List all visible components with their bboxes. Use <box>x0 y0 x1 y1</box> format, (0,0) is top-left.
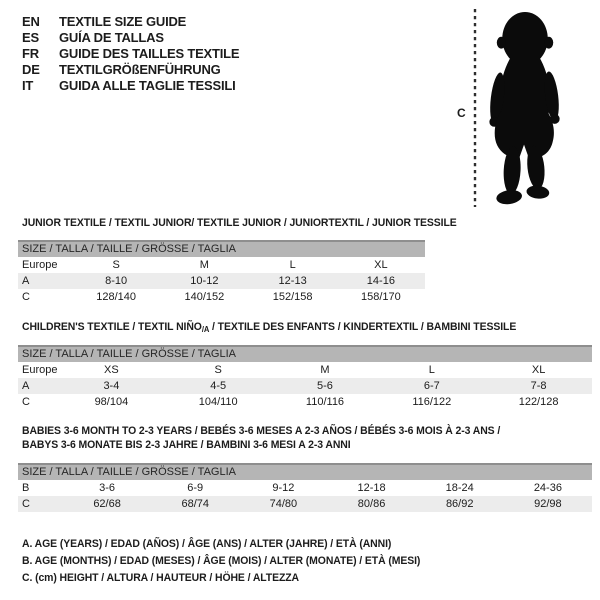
footnote-line: C. (cm) HEIGHT / ALTURA / HAUTEUR / HÖHE / ALTEZZA <box>22 572 300 584</box>
table-row <box>18 480 592 496</box>
row-label: C <box>22 498 30 510</box>
language-row <box>22 30 239 46</box>
size-cell: 110/116 <box>305 396 345 408</box>
size-cell: XL <box>374 259 388 271</box>
language-title-list <box>22 14 239 94</box>
size-cell: XL <box>531 364 546 376</box>
size-cell: 152/158 <box>272 291 313 303</box>
language-row <box>22 62 239 78</box>
size-cell: 74/80 <box>269 498 298 510</box>
size-cell: 86/92 <box>445 498 474 510</box>
language-code: ES <box>22 30 39 45</box>
language-code: EN <box>22 14 40 29</box>
junior-size-table <box>18 240 425 305</box>
language-title: TEXTILE SIZE GUIDE <box>59 14 187 29</box>
height-measure-label: C <box>457 106 466 120</box>
table-row <box>18 362 592 378</box>
language-code: DE <box>22 62 40 77</box>
language-title: TEXTILGRÖßENFÜHRUNG <box>59 62 221 77</box>
table-row <box>18 273 425 289</box>
size-cell: 10-12 <box>190 275 219 287</box>
size-table-header-junior: SIZE / TALLA / TAILLE / GRÖSSE / TAGLIA <box>18 240 425 257</box>
table-row <box>18 378 592 394</box>
size-cell: 12-13 <box>278 275 307 287</box>
section-heading-babies <box>22 424 500 452</box>
language-title: GUIDA ALLE TAGLIE TESSILI <box>59 78 236 93</box>
size-cell: 3-4 <box>103 380 120 392</box>
size-cell: 80/86 <box>357 498 386 510</box>
size-cell: 158/170 <box>360 291 401 303</box>
dashed-vertical-line-icon <box>472 8 478 208</box>
size-cell: 4-5 <box>210 380 227 392</box>
size-cell: L <box>289 259 296 271</box>
size-cell: 12-18 <box>357 482 386 494</box>
section-heading-children <box>22 320 516 337</box>
size-table-header-children: SIZE / TALLA / TAILLE / GRÖSSE / TAGLIA <box>18 345 592 362</box>
language-title: GUIDE DES TAILLES TEXTILE <box>59 46 240 61</box>
heading-line-2: BABYS 3-6 MONATE BIS 2-3 JAHRE / BAMBINI 3-6 MESI A 2-3 ANNI <box>22 439 351 451</box>
size-cell: 92/98 <box>534 498 562 510</box>
table-row <box>18 257 425 273</box>
row-label: C <box>22 291 30 303</box>
size-cell: 116/122 <box>412 396 452 408</box>
heading-line-1: BABIES 3-6 MONTH TO 2-3 YEARS / BEBÉS 3-6 MESES A 2-3 AÑOS / BÉBÉS 3-6 MOIS À 2-3 ANS / <box>22 425 501 437</box>
language-code: IT <box>22 78 34 93</box>
size-cell: 5-6 <box>317 380 333 392</box>
heading-subscript: /A <box>201 325 210 334</box>
table-row <box>18 289 425 305</box>
size-cell: 122/128 <box>518 396 559 408</box>
row-label: A <box>22 275 30 287</box>
size-cell: 98/104 <box>94 396 129 408</box>
row-label: B <box>22 482 30 494</box>
section-heading-junior: JUNIOR TEXTILE / TEXTIL JUNIOR/ TEXTILE JUNIOR / JUNIORTEXTIL / JUNIOR TESSILE <box>22 217 457 229</box>
heading-text: CHILDREN'S TEXTILE / TEXTIL NIÑO <box>22 321 202 333</box>
row-label: Europe <box>22 364 58 376</box>
babies-size-table <box>18 463 592 512</box>
size-cell: M <box>320 364 330 376</box>
size-cell: 104/110 <box>198 396 238 408</box>
size-cell: 68/74 <box>181 498 209 510</box>
size-cell: 62/68 <box>93 498 121 510</box>
size-cell: 3-6 <box>99 482 116 494</box>
row-label: C <box>22 396 30 408</box>
language-title: GUÍA DE TALLAS <box>59 30 164 45</box>
size-cell: M <box>199 259 209 271</box>
size-cell: 14-16 <box>366 275 395 287</box>
size-cell: 6-9 <box>187 482 204 494</box>
baby-silhouette-icon <box>481 9 571 207</box>
size-cell: 18-24 <box>445 482 474 494</box>
size-cell: 24-36 <box>533 482 562 494</box>
size-cell: 6-7 <box>423 380 440 392</box>
size-cell: S <box>112 259 120 271</box>
size-cell: XS <box>104 364 119 376</box>
row-label: A <box>22 380 30 392</box>
children-size-table <box>18 345 592 410</box>
footnote-list <box>22 536 441 587</box>
table-row <box>18 394 592 410</box>
size-cell: 128/140 <box>96 291 136 303</box>
heading-text: / TEXTILE DES ENFANTS / KINDERTEXTIL / BAMBINI TESSILE <box>209 321 517 333</box>
footnote-line: A. AGE (YEARS) / EDAD (AÑOS) / ÂGE (ANS) / ALTER (JAHRE) / ETÀ (ANNI) <box>22 538 392 550</box>
language-row <box>22 14 239 30</box>
size-cell: 9-12 <box>272 482 295 494</box>
size-table-header-babies: SIZE / TALLA / TAILLE / GRÖSSE / TAGLIA <box>18 463 592 480</box>
footnote-line: B. AGE (MONTHS) / EDAD (MESES) / ÂGE (MOIS) / ALTER (MONATE) / ETÀ (MESI) <box>22 555 421 567</box>
language-code: FR <box>22 46 39 61</box>
size-cell: 140/152 <box>184 291 225 303</box>
size-cell: 7-8 <box>530 380 547 392</box>
language-row <box>22 46 239 62</box>
language-row <box>22 78 239 94</box>
size-cell: L <box>428 364 435 376</box>
table-row <box>18 496 592 512</box>
size-cell: S <box>214 364 222 376</box>
size-cell: 8-10 <box>105 275 128 287</box>
row-label: Europe <box>22 259 58 271</box>
